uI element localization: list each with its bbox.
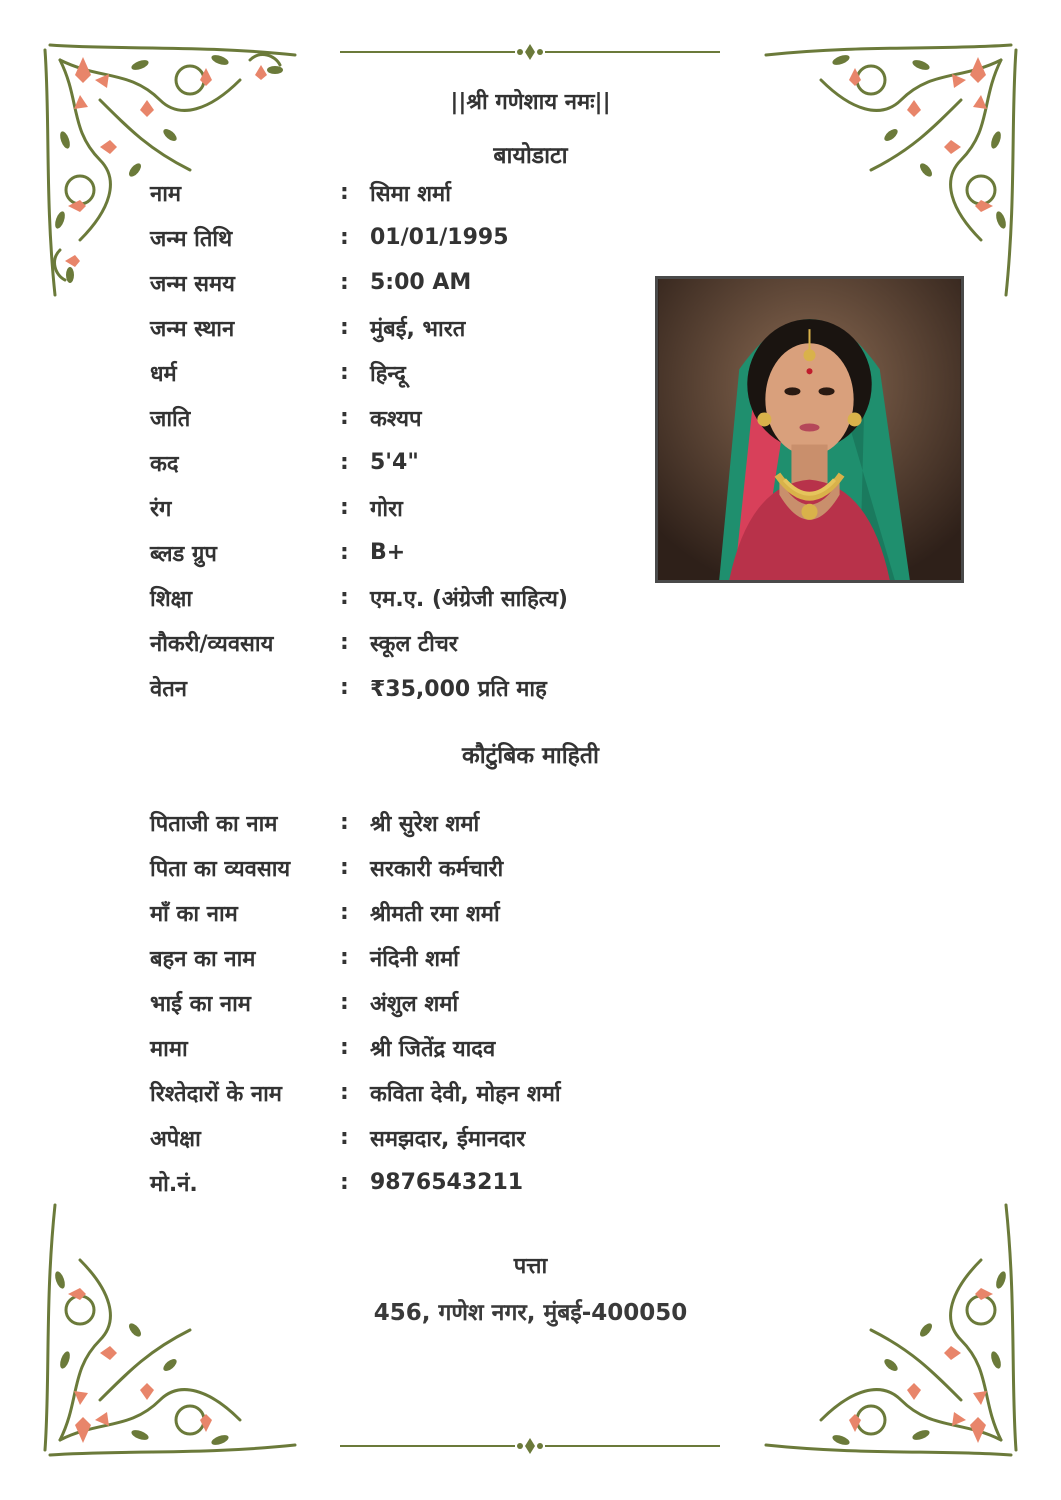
portrait-image	[658, 279, 961, 580]
separator: :	[340, 270, 349, 295]
floral-ornament-icon	[751, 40, 1021, 310]
detail-row	[150, 395, 670, 440]
detail-label: धर्म	[150, 361, 177, 387]
detail-label: कद	[150, 451, 179, 477]
detail-value: श्री जितेंद्र यादव	[370, 1036, 496, 1062]
separator: :	[340, 225, 349, 250]
detail-row	[150, 170, 670, 215]
detail-label: नौकरी/व्यवसाय	[150, 631, 274, 657]
floral-corner-top-right	[751, 40, 1021, 310]
detail-value: सिमा शर्मा	[370, 181, 451, 207]
detail-value: कश्यप	[370, 406, 422, 432]
detail-label: पिताजी का नाम	[150, 811, 278, 837]
separator: :	[340, 945, 349, 970]
detail-value: श्री सुरेश शर्मा	[370, 811, 480, 837]
detail-value: 5:00 AM	[370, 270, 472, 295]
separator: :	[340, 675, 349, 700]
detail-value: 01/01/1995	[370, 225, 509, 250]
detail-row	[150, 935, 670, 980]
detail-label: जन्म स्थान	[150, 316, 235, 342]
detail-row	[150, 575, 670, 620]
detail-label: अपेक्षा	[150, 1126, 201, 1152]
separator: :	[340, 585, 349, 610]
detail-value: एम.ए. (अंग्रेजी साहित्य)	[370, 586, 568, 612]
detail-value: अंशुल शर्मा	[370, 991, 459, 1017]
detail-label: मो.नं.	[150, 1171, 198, 1197]
detail-value: स्कूल टीचर	[370, 631, 458, 657]
detail-value: ₹35,000 प्रति माह	[370, 676, 547, 702]
detail-label: बहन का नाम	[150, 946, 256, 972]
detail-value: गोरा	[370, 496, 403, 522]
detail-label: ब्लड ग्रुप	[150, 541, 217, 567]
separator: :	[340, 1170, 349, 1195]
detail-row	[150, 1025, 670, 1070]
detail-row	[150, 845, 670, 890]
detail-value: मुंबई, भारत	[370, 316, 466, 342]
separator: :	[340, 810, 349, 835]
detail-label: वेतन	[150, 676, 187, 702]
detail-value: B+	[370, 540, 406, 565]
section-title-family: कौटुंबिक माहिती	[462, 743, 599, 769]
detail-value: 5'4"	[370, 450, 419, 475]
address-label: पत्ता	[513, 1254, 548, 1279]
detail-row	[150, 665, 670, 710]
separator: :	[340, 855, 349, 880]
page-title: बायोडाटा	[493, 143, 568, 169]
separator: :	[340, 315, 349, 340]
separator: :	[340, 1125, 349, 1150]
separator: :	[340, 450, 349, 475]
bottom-divider	[335, 1436, 725, 1456]
detail-row	[150, 890, 670, 935]
detail-label: जन्म तिथि	[150, 226, 233, 252]
detail-label: नाम	[150, 181, 182, 207]
detail-label: रिश्तेदारों के नाम	[150, 1081, 282, 1107]
personal-details	[150, 170, 670, 710]
separator: :	[340, 1080, 349, 1105]
detail-value: 9876543211	[370, 1170, 524, 1195]
detail-row	[150, 260, 670, 305]
separator: :	[340, 900, 349, 925]
invocation: ||श्री गणेशाय नमः||	[450, 90, 611, 115]
divider-ornament-icon	[335, 42, 725, 62]
profile-photo	[655, 276, 964, 583]
separator: :	[340, 540, 349, 565]
detail-label: शिक्षा	[150, 586, 193, 612]
detail-row	[150, 1160, 670, 1205]
detail-label: जाति	[150, 406, 191, 432]
detail-row	[150, 620, 670, 665]
detail-label: पिता का व्यवसाय	[150, 856, 291, 882]
detail-label: मामा	[150, 1036, 188, 1062]
address-value: 456, गणेश नगर, मुंबई-400050	[373, 1300, 688, 1326]
detail-value: समझदार, ईमानदार	[370, 1126, 526, 1152]
detail-row	[150, 305, 670, 350]
separator: :	[340, 180, 349, 205]
separator: :	[340, 495, 349, 520]
detail-label: भाई का नाम	[150, 991, 251, 1017]
detail-label: रंग	[150, 496, 172, 522]
family-details	[150, 800, 670, 1205]
divider-ornament-icon	[335, 1436, 725, 1456]
detail-row	[150, 215, 670, 260]
detail-row	[150, 1070, 670, 1115]
detail-row	[150, 350, 670, 395]
detail-row	[150, 800, 670, 845]
detail-value: श्रीमती रमा शर्मा	[370, 901, 500, 927]
detail-row	[150, 1115, 670, 1160]
separator: :	[340, 405, 349, 430]
detail-row	[150, 440, 670, 485]
detail-row	[150, 980, 670, 1025]
separator: :	[340, 360, 349, 385]
detail-value: सरकारी कर्मचारी	[370, 856, 504, 882]
detail-label: माँ का नाम	[150, 901, 238, 927]
detail-row	[150, 530, 670, 575]
separator: :	[340, 630, 349, 655]
top-divider	[335, 42, 725, 62]
detail-value: नंदिनी शर्मा	[370, 946, 459, 972]
separator: :	[340, 990, 349, 1015]
detail-value: कविता देवी, मोहन शर्मा	[370, 1081, 561, 1107]
separator: :	[340, 1035, 349, 1060]
detail-label: जन्म समय	[150, 271, 235, 297]
detail-row	[150, 485, 670, 530]
detail-value: हिन्दू	[370, 361, 406, 387]
